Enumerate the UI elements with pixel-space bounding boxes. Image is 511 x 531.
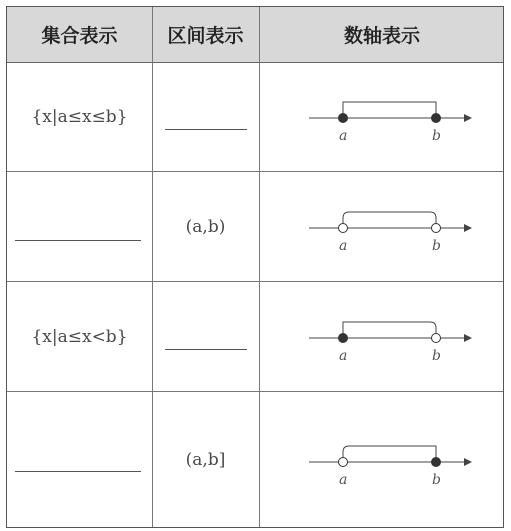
number-line-row-4 (259, 392, 505, 527)
interval-cell-row-4: (a,b] (185, 449, 226, 470)
svg-text:a: a (339, 348, 348, 364)
svg-text:b: b (432, 348, 441, 364)
svg-text:a: a (339, 238, 348, 254)
number-line-row-1 (259, 62, 505, 171)
svg-text:b: b (432, 472, 441, 488)
svg-text:a: a (339, 472, 348, 488)
blank-interval-row-1 (165, 129, 247, 130)
axis-label-b: b (432, 128, 441, 144)
header-set-notation: 集合表示 (41, 25, 118, 47)
interval-table (6, 6, 504, 528)
blank-set-row-2 (15, 240, 141, 241)
header-interval-notation: 区间表示 (167, 25, 244, 47)
set-cell-row-1: {x|a≤x≤b} (31, 106, 128, 127)
blank-interval-row-3 (165, 349, 247, 350)
interval-cell-row-2: (a,b) (185, 216, 226, 237)
blank-set-row-4 (15, 471, 141, 472)
svg-text:b: b (432, 238, 441, 254)
set-cell-row-3: {x|a≤x<b} (31, 326, 128, 347)
number-line-row-2 (259, 172, 505, 281)
number-line-row-3 (259, 282, 505, 391)
header-number-line: 数轴表示 (343, 25, 420, 47)
axis-label-a: a (339, 128, 348, 144)
